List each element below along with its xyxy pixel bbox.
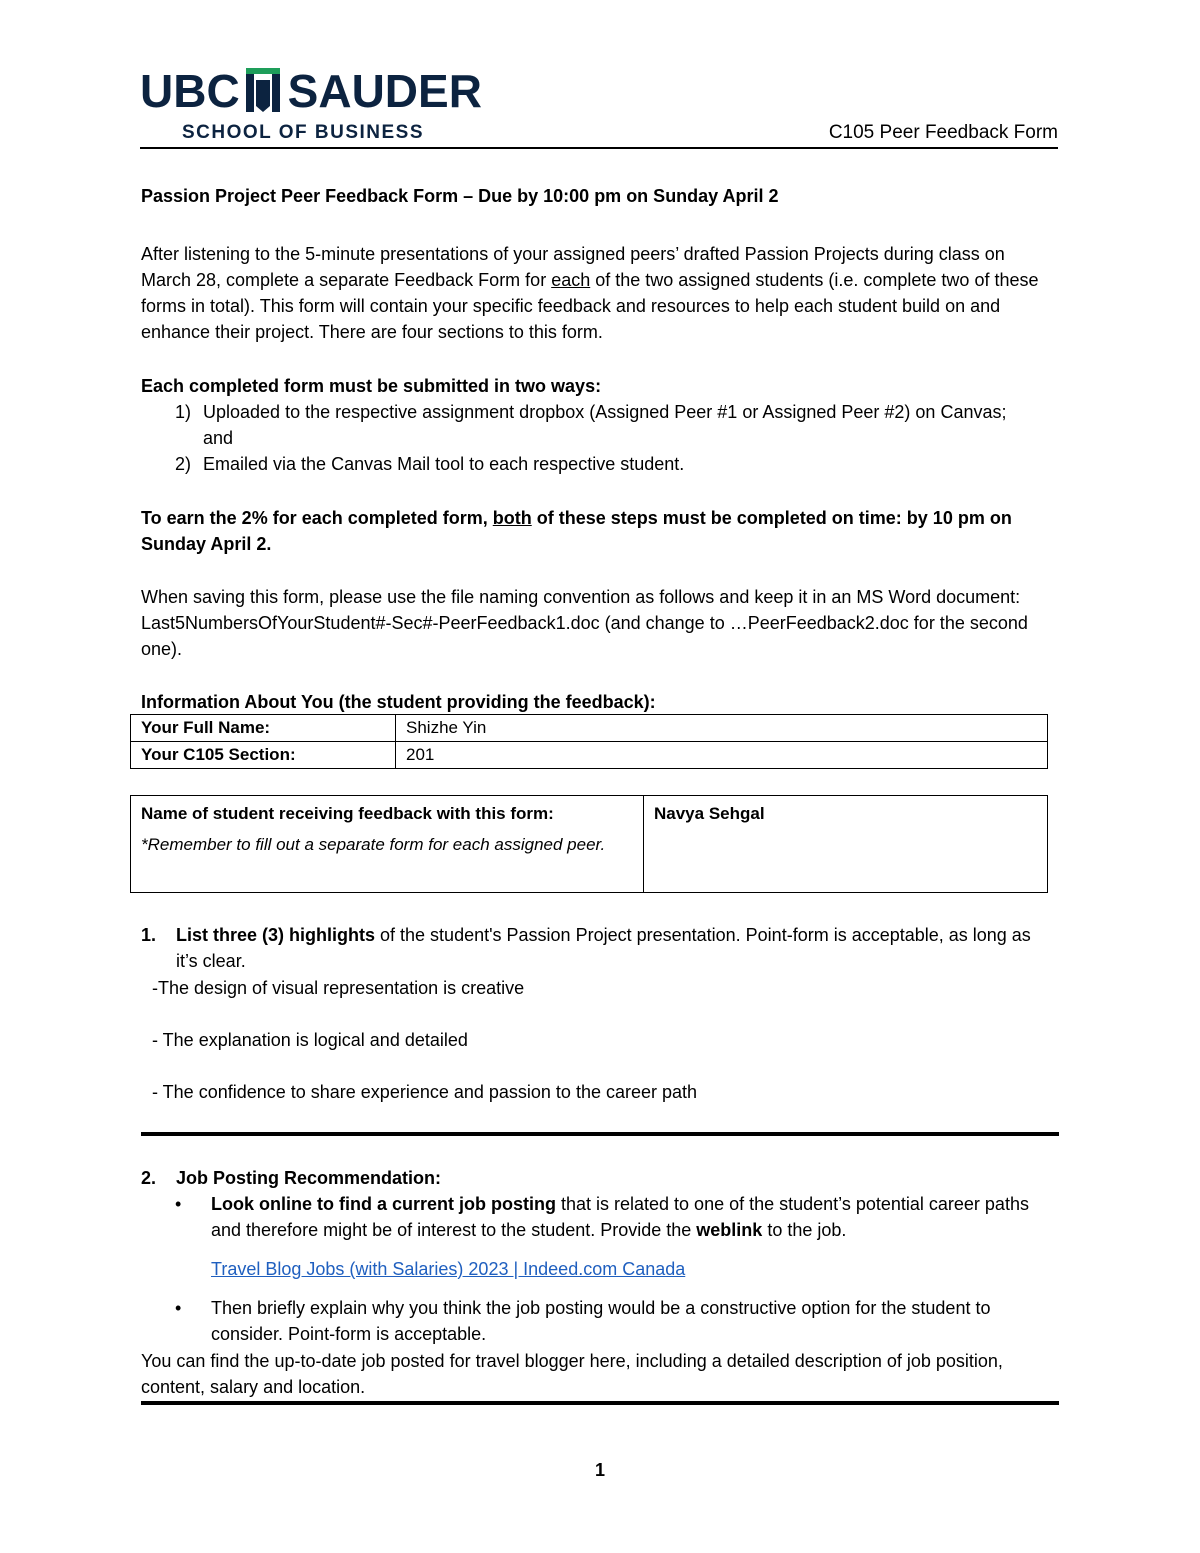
info-table <box>130 714 1048 769</box>
section-label: Your C105 Section: <box>131 742 396 769</box>
question-1 <box>141 922 1041 974</box>
intro-text-2: of the two assigned students (i.e. complete two of these forms in total). This form will contain your specific feedback and resources to help each student build on and enhance their project. There are four sections to this form. <box>141 270 1039 342</box>
job-posting-link[interactable]: Travel Blog Jobs (with Salaries) 2023 | Indeed.com Canada <box>211 1259 686 1279</box>
q2-bullet-1 <box>175 1191 1055 1243</box>
question-1-text: List three (3) highlights of the student's Passion Project presentation. Point-form is acceptable, as long as it’s clear. <box>176 925 1031 971</box>
question-2 <box>141 1165 1041 1191</box>
intro-text-1: After listening to the 5-minute presentations of your assigned peers’ drafted Passion Projects during class on March 28, complete a separate Feedback Form for <box>141 244 1005 290</box>
question-2-number: 2. <box>141 1168 157 1188</box>
q2-bullet-1-text: Look online to find a current job posting that is related to one of the student’s potential career paths and therefore might be of interest to the student. Provide the weblink to the job. <box>211 1194 1029 1240</box>
q1-answer-2[interactable]: - The explanation is logical and detailed <box>152 1030 468 1050</box>
header-divider <box>140 147 1058 149</box>
name-value[interactable]: Shizhe Yin <box>396 715 1048 742</box>
q1-answer-3[interactable]: - The confidence to share experience and passion to the career path <box>152 1082 698 1102</box>
recipient-value[interactable]: Navya Sehgal <box>644 796 1048 893</box>
info-heading: Information About You (the student providing the feedback): <box>141 692 656 712</box>
question-2-heading: Job Posting Recommendation: <box>176 1168 442 1188</box>
page-number: 1 <box>594 1460 605 1480</box>
submission-item-1: 1) Uploaded to the respective assignment dropbox (Assigned Peer #1 or Assigned Peer #2) on Canvas; and <box>175 399 1025 451</box>
q2-bullet-2 <box>175 1295 1055 1347</box>
logo-ubc: UBC <box>140 65 240 117</box>
name-label: Your Full Name: <box>131 715 396 742</box>
section-value[interactable]: 201 <box>396 742 1048 769</box>
recipient-note: *Remember to fill out a separate form for each assigned peer. <box>141 835 606 854</box>
recipient-label: Name of student receiving feedback with this form: <box>141 804 554 823</box>
submission-item-2: 2) Emailed via the Canvas Mail tool to each respective student. <box>175 451 1025 477</box>
submission-item-1-text: Uploaded to the respective assignment dropbox (Assigned Peer #1 or Assigned Peer #2) on Canvas; and <box>203 402 1007 448</box>
earn-both: both <box>492 508 532 528</box>
q1-answer-1[interactable]: -The design of visual representation is creative <box>152 978 525 998</box>
form-title: Passion Project Peer Feedback Form – Due by 10:00 pm on Sunday April 2 <box>141 186 779 206</box>
bullet-icon: • <box>175 1298 182 1318</box>
table-row <box>131 742 1048 769</box>
bullet-icon: • <box>175 1194 182 1214</box>
logo-wordmark <box>140 66 482 121</box>
intro-paragraph <box>141 241 1059 345</box>
logo-subtitle: SCHOOL OF BUSINESS <box>182 122 425 143</box>
table-row <box>131 796 1048 893</box>
section-divider-2 <box>141 1401 1059 1405</box>
ubc-shield-icon <box>246 68 280 121</box>
submission-heading: Each completed form must be submitted in two ways: <box>141 376 602 396</box>
q2-answer[interactable]: You can find the up-to-date job posted for travel blogger here, including a detailed description of job position, content, salary and location. <box>141 1351 1003 1397</box>
intro-each: each <box>551 270 591 290</box>
logo-sauder: SAUDER <box>287 65 482 117</box>
section-divider-1 <box>141 1132 1059 1136</box>
recipient-label-cell <box>131 796 644 893</box>
recipient-table <box>130 795 1048 893</box>
job-link-container <box>211 1256 685 1282</box>
q2-bullet-2-text: Then briefly explain why you think the job posting would be a constructive option for the student to consider. Point-form is acceptable. <box>211 1298 991 1344</box>
submission-list <box>175 399 1025 479</box>
earn-paragraph: To earn the 2% for each completed form, both of these steps must be completed on time: by 10 pm on Sunday April 2. <box>141 508 1012 554</box>
submission-item-2-text: Emailed via the Canvas Mail tool to each respective student. <box>203 454 685 474</box>
question-1-number: 1. <box>141 925 157 945</box>
naming-paragraph: When saving this form, please use the file naming convention as follows and keep it in an MS Word document: Last5NumbersOfYourStudent#-Sec#-PeerFeedback1.doc (and change to …PeerFeedback2.doc for the second one). <box>141 587 1028 659</box>
form-label: C105 Peer Feedback Form <box>828 122 1058 143</box>
table-row <box>131 715 1048 742</box>
